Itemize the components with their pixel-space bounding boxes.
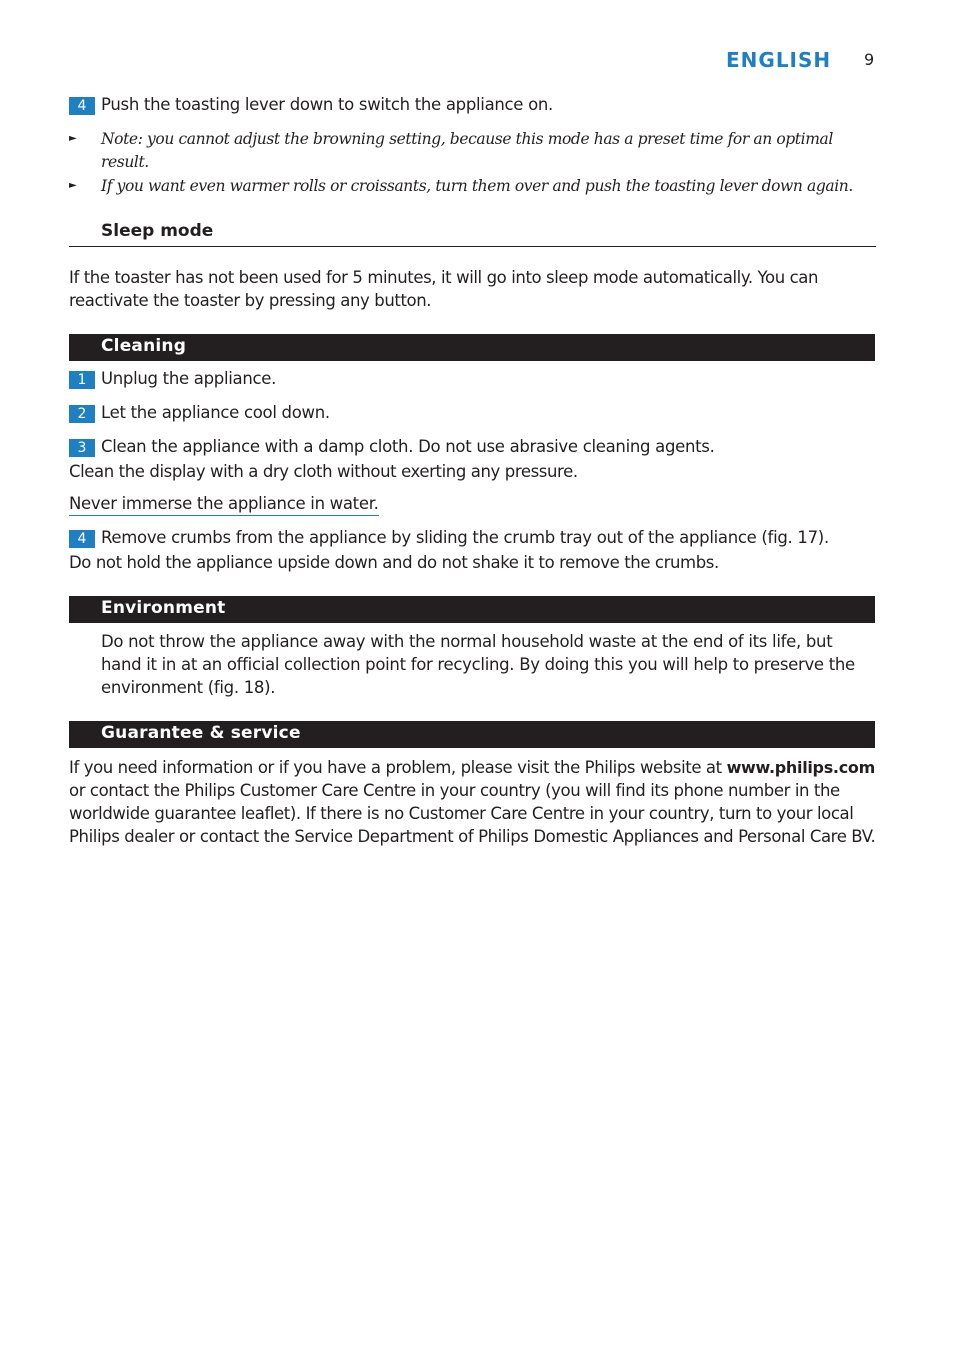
cleaning-step-3-note: Clean the display with a dry cloth without exerting any pressure. — [69, 462, 578, 481]
environment-heading: Environment — [101, 598, 226, 618]
cleaning-step-4: Remove crumbs from the appliance by sliding the crumb tray out of the appliance (fig. 17). — [101, 528, 829, 547]
environment-text: Do not throw the appliance away with the normal household waste at the end of its life, but hand it in at an official collection point for recycling. By doing this you will help to preserve the environment (fig. 18). — [101, 632, 855, 697]
warning-text: Never immerse the appliance in water. — [69, 494, 379, 516]
toasting-step-4: Push the toasting lever down to switch the appliance on. — [101, 95, 554, 114]
note-browning: Note: you cannot adjust the browning setting, because this mode has a preset time for an optimal result. — [101, 130, 833, 171]
guarantee-text-rest: or contact the Philips Customer Care Centre in your country (you will find its phone number in the worldwide guarantee leaflet). If there is no Customer Care Centre in your country, turn to your local Philips dealer or contact the Service Department of Philips Domestic Appliances and Personal Care BV. — [69, 781, 876, 846]
bullet-icon: ► — [69, 133, 77, 144]
cleaning-heading-bar — [69, 334, 875, 361]
step-number-badge: 4 — [69, 530, 95, 548]
cleaning-step-2: Let the appliance cool down. — [101, 403, 330, 422]
bullet-icon: ► — [69, 180, 77, 191]
language-header: ENGLISH — [726, 48, 832, 72]
sleep-mode-text: If the toaster has not been used for 5 minutes, it will go into sleep mode automatically. You can reactivate the toaster by pressing any button. — [69, 268, 819, 310]
environment-heading-bar — [69, 596, 875, 623]
sleep-mode-heading: Sleep mode — [101, 221, 214, 241]
guarantee-heading-bar — [69, 721, 875, 748]
step-number-badge: 2 — [69, 405, 95, 423]
divider — [69, 246, 876, 247]
cleaning-step-1: Unplug the appliance. — [101, 369, 277, 388]
step-number-badge: 4 — [69, 97, 95, 115]
page-number: 9 — [864, 50, 875, 69]
note-warmer-rolls: If you want even warmer rolls or croissants, turn them over and push the toasting lever down again. — [101, 177, 853, 195]
step-number-badge: 3 — [69, 439, 95, 457]
cleaning-step-3: Clean the appliance with a damp cloth. Do not use abrasive cleaning agents. — [101, 437, 715, 456]
philips-website-link[interactable]: www.philips.com — [726, 758, 875, 777]
cleaning-heading: Cleaning — [101, 336, 187, 356]
step-number-badge: 1 — [69, 371, 95, 389]
guarantee-text-intro: If you need information or if you have a problem, please visit the Philips website at — [69, 758, 727, 777]
cleaning-step-4-note: Do not hold the appliance upside down and do not shake it to remove the crumbs. — [69, 553, 719, 572]
guarantee-heading: Guarantee & service — [101, 723, 301, 743]
guarantee-text — [69, 756, 877, 848]
